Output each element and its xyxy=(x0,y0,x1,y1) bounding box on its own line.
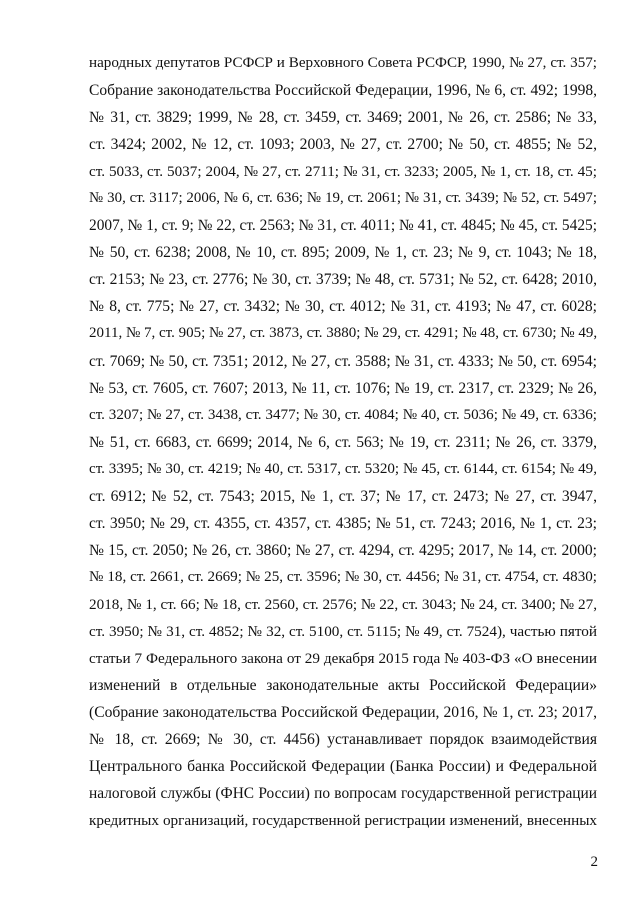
text-line: ст. 3395; № 30, ст. 4219; № 40, ст. 5317, ст. 5320; № 45, ст. 6144, ст. 6154; № 49, xyxy=(89,460,597,477)
text-line: ст. 3207; № 27, ст. 3438, ст. 3477; № 30, ст. 4084; № 40, ст. 5036; № 49, ст. 6336; xyxy=(89,406,597,423)
text-line: ст. 5033, ст. 5037; 2004, № 27, ст. 2711; № 31, ст. 3233; 2005, № 1, ст. 18, ст. 45; xyxy=(89,163,597,181)
text-line: (Собрание законодательства Российской Федерации, 2016, № 1, ст. 23; 2017, xyxy=(89,704,597,722)
text-line: кредитных организаций, государственной регистрации изменений, внесенных xyxy=(89,812,597,830)
text-line: ст. 3950; № 29, ст. 4355, ст. 4357, ст. 4385; № 51, ст. 7243; 2016, № 1, ст. 23; xyxy=(89,514,597,532)
text-line: № 18, ст. 2669; № 30, ст. 4456) устанавливает порядок взаимодействия xyxy=(89,731,597,749)
text-line: ст. 2153; № 23, ст. 2776; № 30, ст. 3739; № 48, ст. 5731; № 52, ст. 6428; 2010, xyxy=(89,271,597,289)
text-line: Центрального банка Российской Федерации (Банка России) и Федеральной xyxy=(89,758,597,776)
text-line: 2018, № 1, ст. 66; № 18, ст. 2560, ст. 2576; № 22, ст. 3043; № 24, ст. 3400; № 27, xyxy=(89,595,597,613)
text-line: ст. 3424; 2002, № 12, ст. 1093; 2003, № 27, ст. 2700; № 50, ст. 4855; № 52, xyxy=(89,136,597,154)
text-line: изменений в отдельные законодательные акты Российской Федерации» xyxy=(89,677,597,695)
text-line: № 31, ст. 3829; 1999, № 28, ст. 3459, ст. 3469; 2001, № 26, ст. 2586; № 33, xyxy=(89,109,597,127)
text-line: № 15, ст. 2050; № 26, ст. 3860; № 27, ст. 4294, ст. 4295; 2017, № 14, ст. 2000; xyxy=(89,541,597,559)
text-line: ст. 7069; № 50, ст. 7351; 2012, № 27, ст. 3588; № 31, ст. 4333; № 50, ст. 6954; xyxy=(89,352,597,370)
text-line: 2011, № 7, ст. 905; № 27, ст. 3873, ст. 3880; № 29, ст. 4291; № 48, ст. 6730; № 49, xyxy=(89,325,598,342)
text-line: статьи 7 Федерального закона от 29 декабря 2015 года № 403-ФЗ «О внесении xyxy=(89,650,597,668)
text-line: ст. 3950; № 31, ст. 4852; № 32, ст. 5100, ст. 5115; № 49, ст. 7524), частью пятой xyxy=(89,622,597,640)
text-line: народных депутатов РСФСР и Верховного Совета РСФСР, 1990, № 27, ст. 357; xyxy=(89,55,597,71)
text-line: Собрание законодательства Российской Федерации, 1996, № 6, ст. 492; 1998, xyxy=(89,82,597,100)
text-line: № 30, ст. 3117; 2006, № 6, ст. 636; № 19, ст. 2061; № 31, ст. 3439; № 52, ст. 5497; xyxy=(89,190,597,207)
text-line: № 50, ст. 6238; 2008, № 10, ст. 895; 2009, № 1, ст. 23; № 9, ст. 1043; № 18, xyxy=(89,244,597,262)
text-line: № 8, ст. 775; № 27, ст. 3432; № 30, ст. 4012; № 31, ст. 4193; № 47, ст. 6028; xyxy=(89,298,597,316)
text-line: № 53, ст. 7605, ст. 7607; 2013, № 11, ст. 1076; № 19, ст. 2317, ст. 2329; № 26, xyxy=(89,379,597,397)
text-line: 2007, № 1, ст. 9; № 22, ст. 2563; № 31, ст. 4011; № 41, ст. 4845; № 45, ст. 5425; xyxy=(89,217,597,235)
document-body xyxy=(89,50,597,834)
text-line: налоговой службы (ФНС России) по вопросам государственной регистрации xyxy=(89,785,597,803)
text-line: № 18, ст. 2661, ст. 2669; № 25, ст. 3596; № 30, ст. 4456; № 31, ст. 4754, ст. 4830; xyxy=(89,568,597,585)
page-number: 2 xyxy=(590,854,598,870)
text-line: № 51, ст. 6683, ст. 6699; 2014, № 6, ст. 563; № 19, ст. 2311; № 26, ст. 3379, xyxy=(89,433,597,451)
text-line: ст. 6912; № 52, ст. 7543; 2015, № 1, ст. 37; № 17, ст. 2473; № 27, ст. 3947, xyxy=(89,487,597,505)
